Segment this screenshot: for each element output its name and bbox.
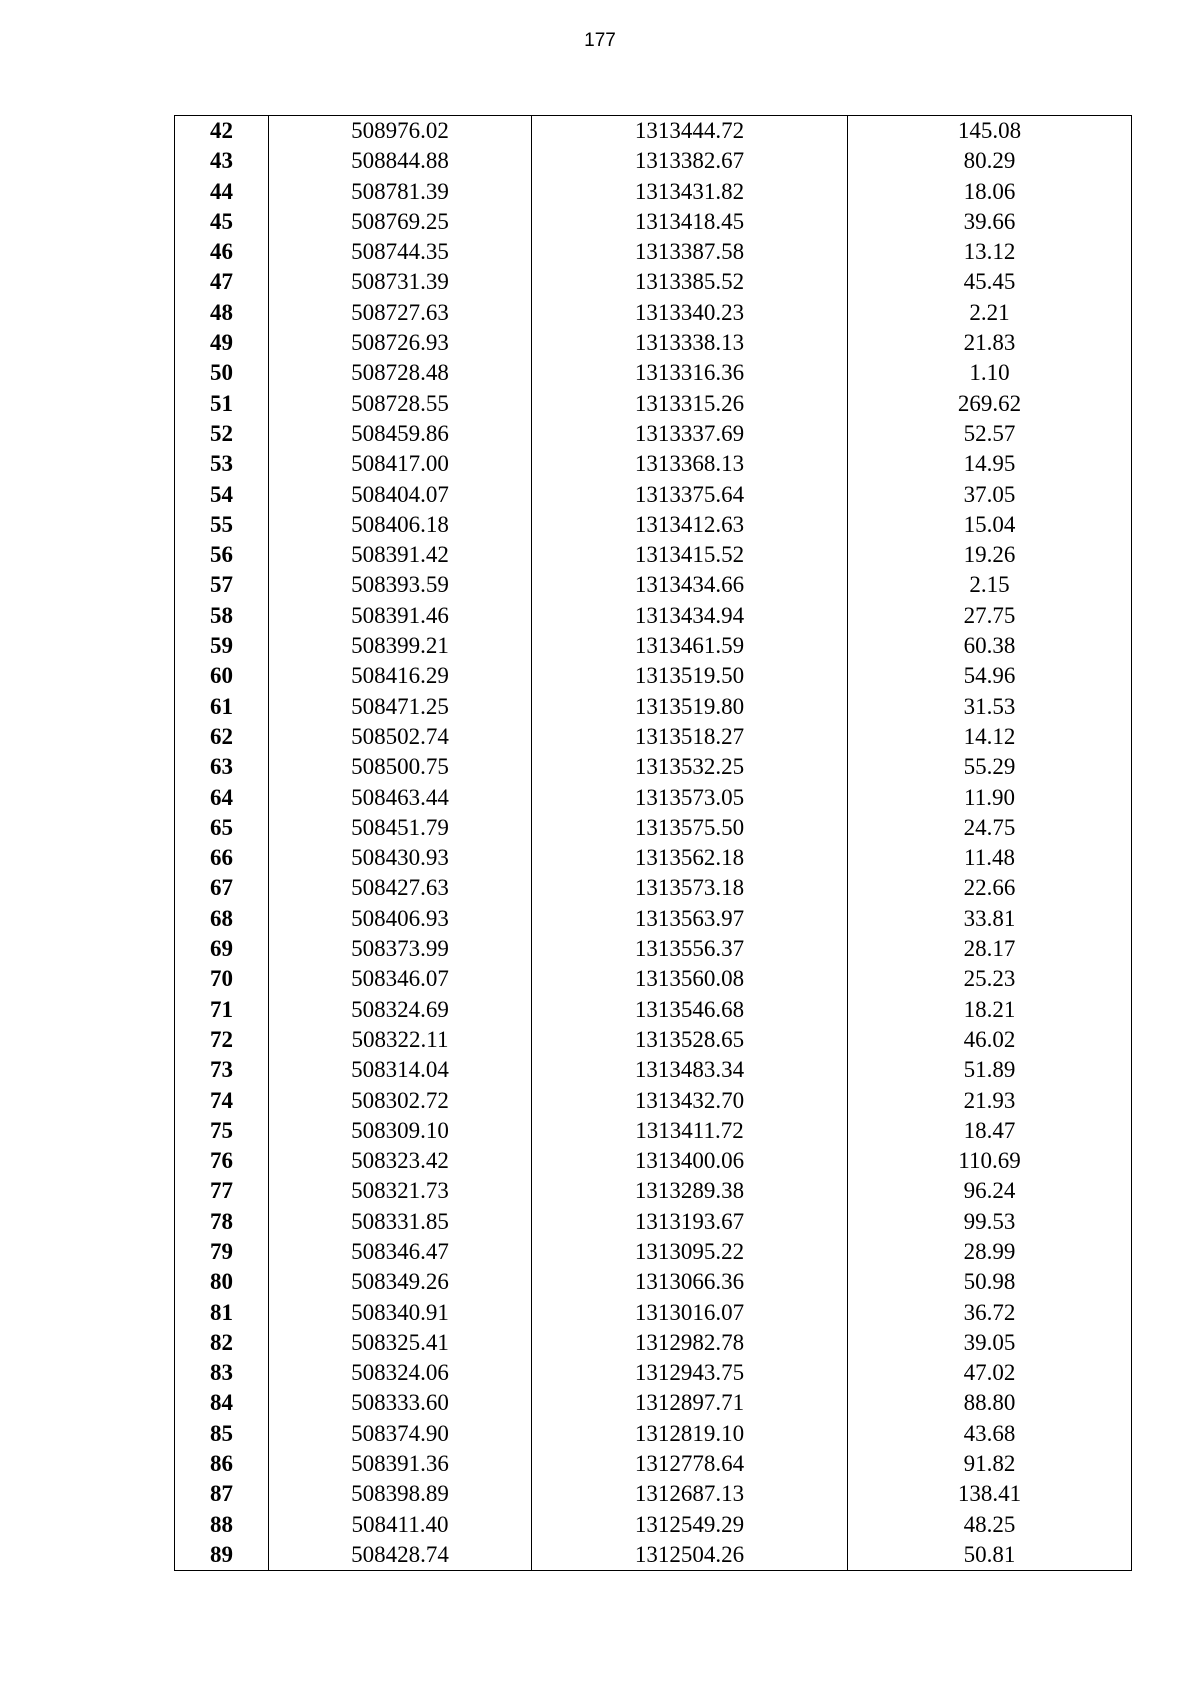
table-row (175, 1176, 1132, 1206)
table-row (175, 1449, 1132, 1479)
y-coordinate-cell: 1313400.06 (532, 1146, 848, 1176)
x-coordinate-cell: 508411.40 (269, 1510, 532, 1540)
distance-cell: 28.17 (848, 934, 1132, 964)
point-number-cell: 68 (175, 904, 269, 934)
point-number-cell: 73 (175, 1055, 269, 1085)
y-coordinate-cell: 1313444.72 (532, 116, 848, 147)
point-number-cell: 79 (175, 1237, 269, 1267)
point-number-cell: 87 (175, 1479, 269, 1509)
distance-cell: 19.26 (848, 540, 1132, 570)
y-coordinate-cell: 1313375.64 (532, 480, 848, 510)
table-row (175, 419, 1132, 449)
y-coordinate-cell: 1313575.50 (532, 813, 848, 843)
distance-cell: 50.81 (848, 1540, 1132, 1571)
distance-cell: 11.48 (848, 843, 1132, 873)
distance-cell: 33.81 (848, 904, 1132, 934)
point-number-cell: 74 (175, 1086, 269, 1116)
y-coordinate-cell: 1313562.18 (532, 843, 848, 873)
distance-cell: 80.29 (848, 146, 1132, 176)
table-row (175, 570, 1132, 600)
point-number-cell: 45 (175, 207, 269, 237)
point-number-cell: 88 (175, 1510, 269, 1540)
distance-cell: 13.12 (848, 237, 1132, 267)
x-coordinate-cell: 508391.46 (269, 601, 532, 631)
distance-cell: 28.99 (848, 1237, 1132, 1267)
point-number-cell: 69 (175, 934, 269, 964)
point-number-cell: 46 (175, 237, 269, 267)
table-row (175, 601, 1132, 631)
x-coordinate-cell: 508976.02 (269, 116, 532, 147)
distance-cell: 37.05 (848, 480, 1132, 510)
y-coordinate-cell: 1312687.13 (532, 1479, 848, 1509)
distance-cell: 36.72 (848, 1298, 1132, 1328)
point-number-cell: 86 (175, 1449, 269, 1479)
y-coordinate-cell: 1313483.34 (532, 1055, 848, 1085)
table-row (175, 116, 1132, 147)
x-coordinate-cell: 508373.99 (269, 934, 532, 964)
point-number-cell: 62 (175, 722, 269, 752)
table-row (175, 449, 1132, 479)
x-coordinate-cell: 508416.29 (269, 661, 532, 691)
y-coordinate-cell: 1313434.66 (532, 570, 848, 600)
point-number-cell: 59 (175, 631, 269, 661)
y-coordinate-cell: 1313519.50 (532, 661, 848, 691)
distance-cell: 22.66 (848, 873, 1132, 903)
y-coordinate-cell: 1313532.25 (532, 752, 848, 782)
y-coordinate-cell: 1313560.08 (532, 964, 848, 994)
table-row (175, 480, 1132, 510)
point-number-cell: 51 (175, 389, 269, 419)
point-number-cell: 75 (175, 1116, 269, 1146)
y-coordinate-cell: 1312549.29 (532, 1510, 848, 1540)
distance-cell: 48.25 (848, 1510, 1132, 1540)
distance-cell: 21.83 (848, 328, 1132, 358)
distance-cell: 47.02 (848, 1358, 1132, 1388)
x-coordinate-cell: 508430.93 (269, 843, 532, 873)
table-row (175, 177, 1132, 207)
x-coordinate-cell: 508769.25 (269, 207, 532, 237)
y-coordinate-cell: 1313411.72 (532, 1116, 848, 1146)
x-coordinate-cell: 508727.63 (269, 298, 532, 328)
distance-cell: 52.57 (848, 419, 1132, 449)
table-row (175, 661, 1132, 691)
y-coordinate-cell: 1312943.75 (532, 1358, 848, 1388)
y-coordinate-cell: 1313316.36 (532, 358, 848, 388)
x-coordinate-cell: 508399.21 (269, 631, 532, 661)
distance-cell: 2.21 (848, 298, 1132, 328)
x-coordinate-cell: 508728.55 (269, 389, 532, 419)
x-coordinate-cell: 508302.72 (269, 1086, 532, 1116)
point-number-cell: 72 (175, 1025, 269, 1055)
table-row (175, 267, 1132, 297)
table-row (175, 1540, 1132, 1571)
distance-cell: 55.29 (848, 752, 1132, 782)
y-coordinate-cell: 1313528.65 (532, 1025, 848, 1055)
distance-cell: 54.96 (848, 661, 1132, 691)
point-number-cell: 54 (175, 480, 269, 510)
point-number-cell: 42 (175, 116, 269, 147)
table-row (175, 722, 1132, 752)
x-coordinate-cell: 508391.36 (269, 1449, 532, 1479)
table-row (175, 237, 1132, 267)
y-coordinate-cell: 1312982.78 (532, 1328, 848, 1358)
table-row (175, 1146, 1132, 1176)
table-row (175, 540, 1132, 570)
x-coordinate-cell: 508333.60 (269, 1388, 532, 1418)
table-row (175, 752, 1132, 782)
point-number-cell: 81 (175, 1298, 269, 1328)
y-coordinate-cell: 1313066.36 (532, 1267, 848, 1297)
x-coordinate-cell: 508406.93 (269, 904, 532, 934)
x-coordinate-cell: 508340.91 (269, 1298, 532, 1328)
table-row (175, 146, 1132, 176)
point-number-cell: 67 (175, 873, 269, 903)
x-coordinate-cell: 508346.47 (269, 1237, 532, 1267)
distance-cell: 51.89 (848, 1055, 1132, 1085)
y-coordinate-cell: 1313573.05 (532, 783, 848, 813)
point-number-cell: 49 (175, 328, 269, 358)
table-row (175, 1419, 1132, 1449)
distance-cell: 110.69 (848, 1146, 1132, 1176)
table-row (175, 783, 1132, 813)
point-number-cell: 65 (175, 813, 269, 843)
y-coordinate-cell: 1312819.10 (532, 1419, 848, 1449)
point-number-cell: 82 (175, 1328, 269, 1358)
x-coordinate-cell: 508502.74 (269, 722, 532, 752)
distance-cell: 25.23 (848, 964, 1132, 994)
y-coordinate-cell: 1312778.64 (532, 1449, 848, 1479)
x-coordinate-cell: 508324.06 (269, 1358, 532, 1388)
y-coordinate-cell: 1313337.69 (532, 419, 848, 449)
coordinates-table (174, 115, 1132, 1571)
y-coordinate-cell: 1313434.94 (532, 601, 848, 631)
point-number-cell: 78 (175, 1207, 269, 1237)
x-coordinate-cell: 508471.25 (269, 692, 532, 722)
table-row (175, 1025, 1132, 1055)
table-row (175, 1116, 1132, 1146)
x-coordinate-cell: 508844.88 (269, 146, 532, 176)
point-number-cell: 53 (175, 449, 269, 479)
point-number-cell: 70 (175, 964, 269, 994)
table-row (175, 358, 1132, 388)
point-number-cell: 83 (175, 1358, 269, 1388)
distance-cell: 96.24 (848, 1176, 1132, 1206)
y-coordinate-cell: 1313016.07 (532, 1298, 848, 1328)
x-coordinate-cell: 508323.42 (269, 1146, 532, 1176)
point-number-cell: 61 (175, 692, 269, 722)
y-coordinate-cell: 1313338.13 (532, 328, 848, 358)
y-coordinate-cell: 1313415.52 (532, 540, 848, 570)
distance-cell: 15.04 (848, 510, 1132, 540)
table-row (175, 1388, 1132, 1418)
distance-cell: 11.90 (848, 783, 1132, 813)
x-coordinate-cell: 508325.41 (269, 1328, 532, 1358)
point-number-cell: 57 (175, 570, 269, 600)
point-number-cell: 60 (175, 661, 269, 691)
x-coordinate-cell: 508349.26 (269, 1267, 532, 1297)
point-number-cell: 63 (175, 752, 269, 782)
distance-cell: 18.06 (848, 177, 1132, 207)
table-row (175, 1267, 1132, 1297)
x-coordinate-cell: 508331.85 (269, 1207, 532, 1237)
point-number-cell: 58 (175, 601, 269, 631)
point-number-cell: 85 (175, 1419, 269, 1449)
table-row (175, 1298, 1132, 1328)
point-number-cell: 66 (175, 843, 269, 873)
x-coordinate-cell: 508324.69 (269, 995, 532, 1025)
x-coordinate-cell: 508451.79 (269, 813, 532, 843)
table-row (175, 1328, 1132, 1358)
coordinates-table-body (175, 116, 1132, 1571)
distance-cell: 88.80 (848, 1388, 1132, 1418)
x-coordinate-cell: 508398.89 (269, 1479, 532, 1509)
distance-cell: 46.02 (848, 1025, 1132, 1055)
x-coordinate-cell: 508731.39 (269, 267, 532, 297)
distance-cell: 91.82 (848, 1449, 1132, 1479)
distance-cell: 14.95 (848, 449, 1132, 479)
x-coordinate-cell: 508428.74 (269, 1540, 532, 1571)
point-number-cell: 44 (175, 177, 269, 207)
y-coordinate-cell: 1313431.82 (532, 177, 848, 207)
distance-cell: 60.38 (848, 631, 1132, 661)
table-row (175, 1086, 1132, 1116)
distance-cell: 24.75 (848, 813, 1132, 843)
x-coordinate-cell: 508781.39 (269, 177, 532, 207)
x-coordinate-cell: 508459.86 (269, 419, 532, 449)
table-row (175, 1510, 1132, 1540)
table-row (175, 1207, 1132, 1237)
y-coordinate-cell: 1313095.22 (532, 1237, 848, 1267)
y-coordinate-cell: 1313432.70 (532, 1086, 848, 1116)
y-coordinate-cell: 1313387.58 (532, 237, 848, 267)
x-coordinate-cell: 508500.75 (269, 752, 532, 782)
table-row (175, 207, 1132, 237)
y-coordinate-cell: 1313340.23 (532, 298, 848, 328)
y-coordinate-cell: 1313461.59 (532, 631, 848, 661)
table-row (175, 510, 1132, 540)
table-row (175, 1479, 1132, 1509)
x-coordinate-cell: 508314.04 (269, 1055, 532, 1085)
distance-cell: 27.75 (848, 601, 1132, 631)
table-row (175, 934, 1132, 964)
table-row (175, 813, 1132, 843)
point-number-cell: 50 (175, 358, 269, 388)
y-coordinate-cell: 1313519.80 (532, 692, 848, 722)
x-coordinate-cell: 508427.63 (269, 873, 532, 903)
point-number-cell: 80 (175, 1267, 269, 1297)
distance-cell: 138.41 (848, 1479, 1132, 1509)
table-row (175, 1358, 1132, 1388)
point-number-cell: 77 (175, 1176, 269, 1206)
distance-cell: 50.98 (848, 1267, 1132, 1297)
x-coordinate-cell: 508744.35 (269, 237, 532, 267)
x-coordinate-cell: 508728.48 (269, 358, 532, 388)
distance-cell: 39.66 (848, 207, 1132, 237)
y-coordinate-cell: 1313382.67 (532, 146, 848, 176)
distance-cell: 1.10 (848, 358, 1132, 388)
y-coordinate-cell: 1313546.68 (532, 995, 848, 1025)
table-row (175, 631, 1132, 661)
distance-cell: 18.21 (848, 995, 1132, 1025)
x-coordinate-cell: 508404.07 (269, 480, 532, 510)
table-row (175, 843, 1132, 873)
table-row (175, 389, 1132, 419)
x-coordinate-cell: 508322.11 (269, 1025, 532, 1055)
distance-cell: 45.45 (848, 267, 1132, 297)
y-coordinate-cell: 1313518.27 (532, 722, 848, 752)
distance-cell: 14.12 (848, 722, 1132, 752)
point-number-cell: 43 (175, 146, 269, 176)
table-row (175, 328, 1132, 358)
distance-cell: 31.53 (848, 692, 1132, 722)
table-row (175, 1055, 1132, 1085)
y-coordinate-cell: 1313315.26 (532, 389, 848, 419)
x-coordinate-cell: 508463.44 (269, 783, 532, 813)
y-coordinate-cell: 1313368.13 (532, 449, 848, 479)
table-row (175, 1237, 1132, 1267)
point-number-cell: 64 (175, 783, 269, 813)
distance-cell: 43.68 (848, 1419, 1132, 1449)
table-row (175, 964, 1132, 994)
x-coordinate-cell: 508374.90 (269, 1419, 532, 1449)
table-row (175, 692, 1132, 722)
y-coordinate-cell: 1313563.97 (532, 904, 848, 934)
y-coordinate-cell: 1313573.18 (532, 873, 848, 903)
y-coordinate-cell: 1313385.52 (532, 267, 848, 297)
y-coordinate-cell: 1313289.38 (532, 1176, 848, 1206)
distance-cell: 39.05 (848, 1328, 1132, 1358)
x-coordinate-cell: 508309.10 (269, 1116, 532, 1146)
point-number-cell: 76 (175, 1146, 269, 1176)
y-coordinate-cell: 1313193.67 (532, 1207, 848, 1237)
y-coordinate-cell: 1312897.71 (532, 1388, 848, 1418)
x-coordinate-cell: 508321.73 (269, 1176, 532, 1206)
distance-cell: 21.93 (848, 1086, 1132, 1116)
y-coordinate-cell: 1313556.37 (532, 934, 848, 964)
distance-cell: 145.08 (848, 116, 1132, 147)
point-number-cell: 52 (175, 419, 269, 449)
point-number-cell: 71 (175, 995, 269, 1025)
distance-cell: 99.53 (848, 1207, 1132, 1237)
table-row (175, 904, 1132, 934)
point-number-cell: 56 (175, 540, 269, 570)
x-coordinate-cell: 508726.93 (269, 328, 532, 358)
table-row (175, 298, 1132, 328)
x-coordinate-cell: 508393.59 (269, 570, 532, 600)
distance-cell: 269.62 (848, 389, 1132, 419)
x-coordinate-cell: 508346.07 (269, 964, 532, 994)
point-number-cell: 48 (175, 298, 269, 328)
distance-cell: 18.47 (848, 1116, 1132, 1146)
y-coordinate-cell: 1313418.45 (532, 207, 848, 237)
x-coordinate-cell: 508391.42 (269, 540, 532, 570)
page-number: 177 (584, 30, 616, 51)
table-row (175, 873, 1132, 903)
y-coordinate-cell: 1312504.26 (532, 1540, 848, 1571)
point-number-cell: 47 (175, 267, 269, 297)
point-number-cell: 89 (175, 1540, 269, 1571)
table-row (175, 995, 1132, 1025)
x-coordinate-cell: 508406.18 (269, 510, 532, 540)
distance-cell: 2.15 (848, 570, 1132, 600)
y-coordinate-cell: 1313412.63 (532, 510, 848, 540)
point-number-cell: 84 (175, 1388, 269, 1418)
point-number-cell: 55 (175, 510, 269, 540)
x-coordinate-cell: 508417.00 (269, 449, 532, 479)
